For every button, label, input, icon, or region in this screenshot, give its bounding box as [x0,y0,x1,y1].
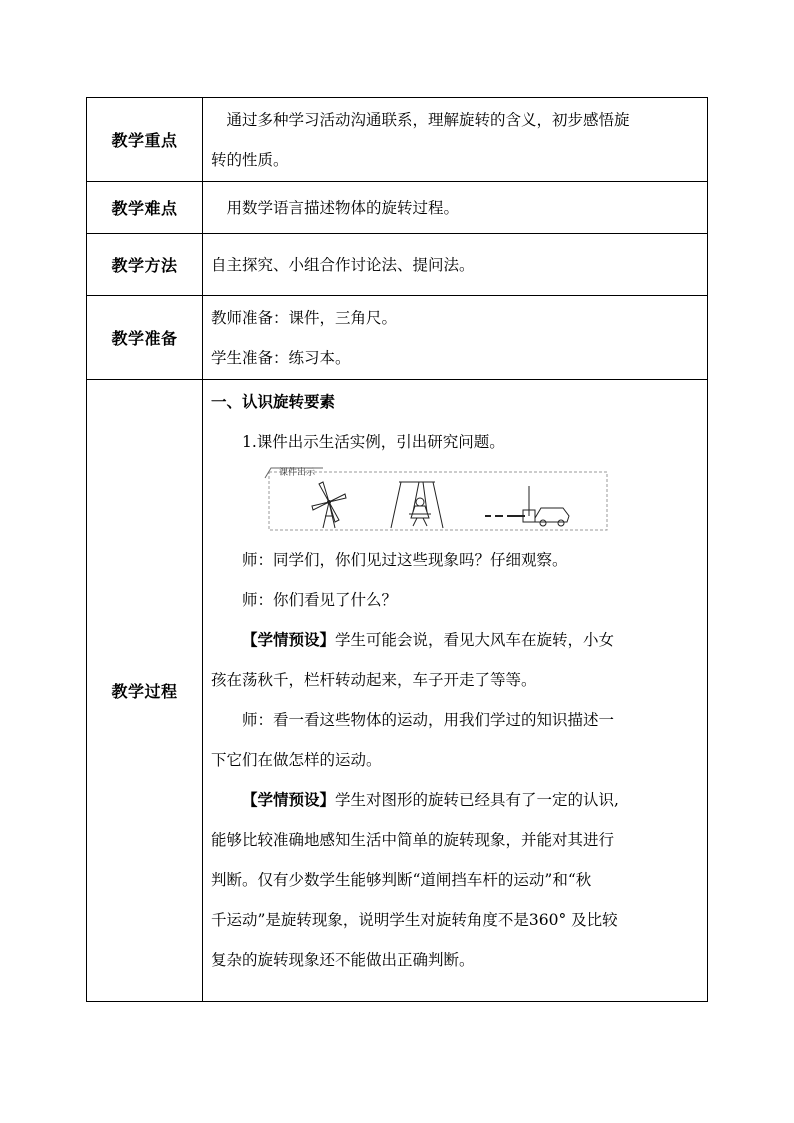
teacher-preparation: 教师准备：课件，三角尺。 [211,308,398,327]
preset-2-line-1 [211,780,699,820]
barrier-gate-icon [485,486,569,526]
content-teaching-process [203,380,708,1002]
row-teaching-method [87,234,708,296]
row-teaching-preparation [87,296,708,380]
preset-1-line-2: 孩在荡秋千，栏杆转动起来，车子开走了等等。 [211,671,537,689]
student-preparation: 学生准备：练习本。 [211,348,351,367]
content-teaching-preparation [203,296,708,380]
content-teaching-focus [203,98,708,182]
preset-2-line-2: 能够比较准确地感知生活中简单的旋转现象，并能对其进行 [211,831,615,849]
illustration-caption: 课件出示 [279,468,316,478]
row-teaching-difficulty [87,182,708,234]
preset-2-text-1: 学生对图形的旋转已经具有了一定的认识, [335,791,619,809]
teacher-line-2: 师：你们看见了什么？ [242,591,398,609]
label-teaching-preparation: 教学准备 [87,296,203,380]
section-heading: 一、认识旋转要素 [211,392,336,411]
content-teaching-method [203,234,708,296]
content-teaching-difficulty [203,182,708,234]
step-1-text: 1.课件出示生活实例，引出研究问题。 [242,433,505,451]
row-teaching-process [87,380,708,1002]
preset-2-line-3: 判断。仅有少数学生能够判断“道闸挡车杆的运动”和“秋 [211,871,592,889]
windmill-icon [312,482,346,528]
label-teaching-difficulty: 教学难点 [87,182,203,234]
focus-line-2: 转的性质。 [211,150,289,169]
preset-1-line-1 [211,620,699,660]
row-teaching-focus [87,98,708,182]
label-teaching-focus: 教学重点 [87,98,203,182]
label-teaching-method: 教学方法 [87,234,203,296]
swing-icon [391,482,443,528]
preset-2-line-5: 复杂的旋转现象还不能做出正确判断。 [211,951,475,969]
preset-1-text-1: 学生可能会说，看见大风车在旋转，小女 [335,631,615,649]
teacher-line-3a: 师：看一看这些物体的运动，用我们学过的知识描述一 [242,711,615,729]
lesson-plan-table [86,97,708,1002]
preset-1-tag: 【学情预设】 [242,630,336,649]
courseware-illustration [263,466,609,534]
focus-line-1: 通过多种学习活动沟通联系，理解旋转的含义，初步感悟旋 [226,110,630,129]
teacher-line-1: 师：同学们，你们见过这些现象吗？仔细观察。 [242,551,568,569]
preset-2-line-4: 千运动”是旋转现象，说明学生对旋转角度不是360° 及比较 [211,911,618,929]
difficulty-text: 用数学语言描述物体的旋转过程。 [226,198,460,217]
preset-2-tag: 【学情预设】 [242,790,336,809]
teacher-line-3b: 下它们在做怎样的运动。 [211,751,382,769]
label-teaching-process: 教学过程 [87,380,203,1002]
method-text: 自主探究、小组合作讨论法、提问法。 [211,255,475,274]
